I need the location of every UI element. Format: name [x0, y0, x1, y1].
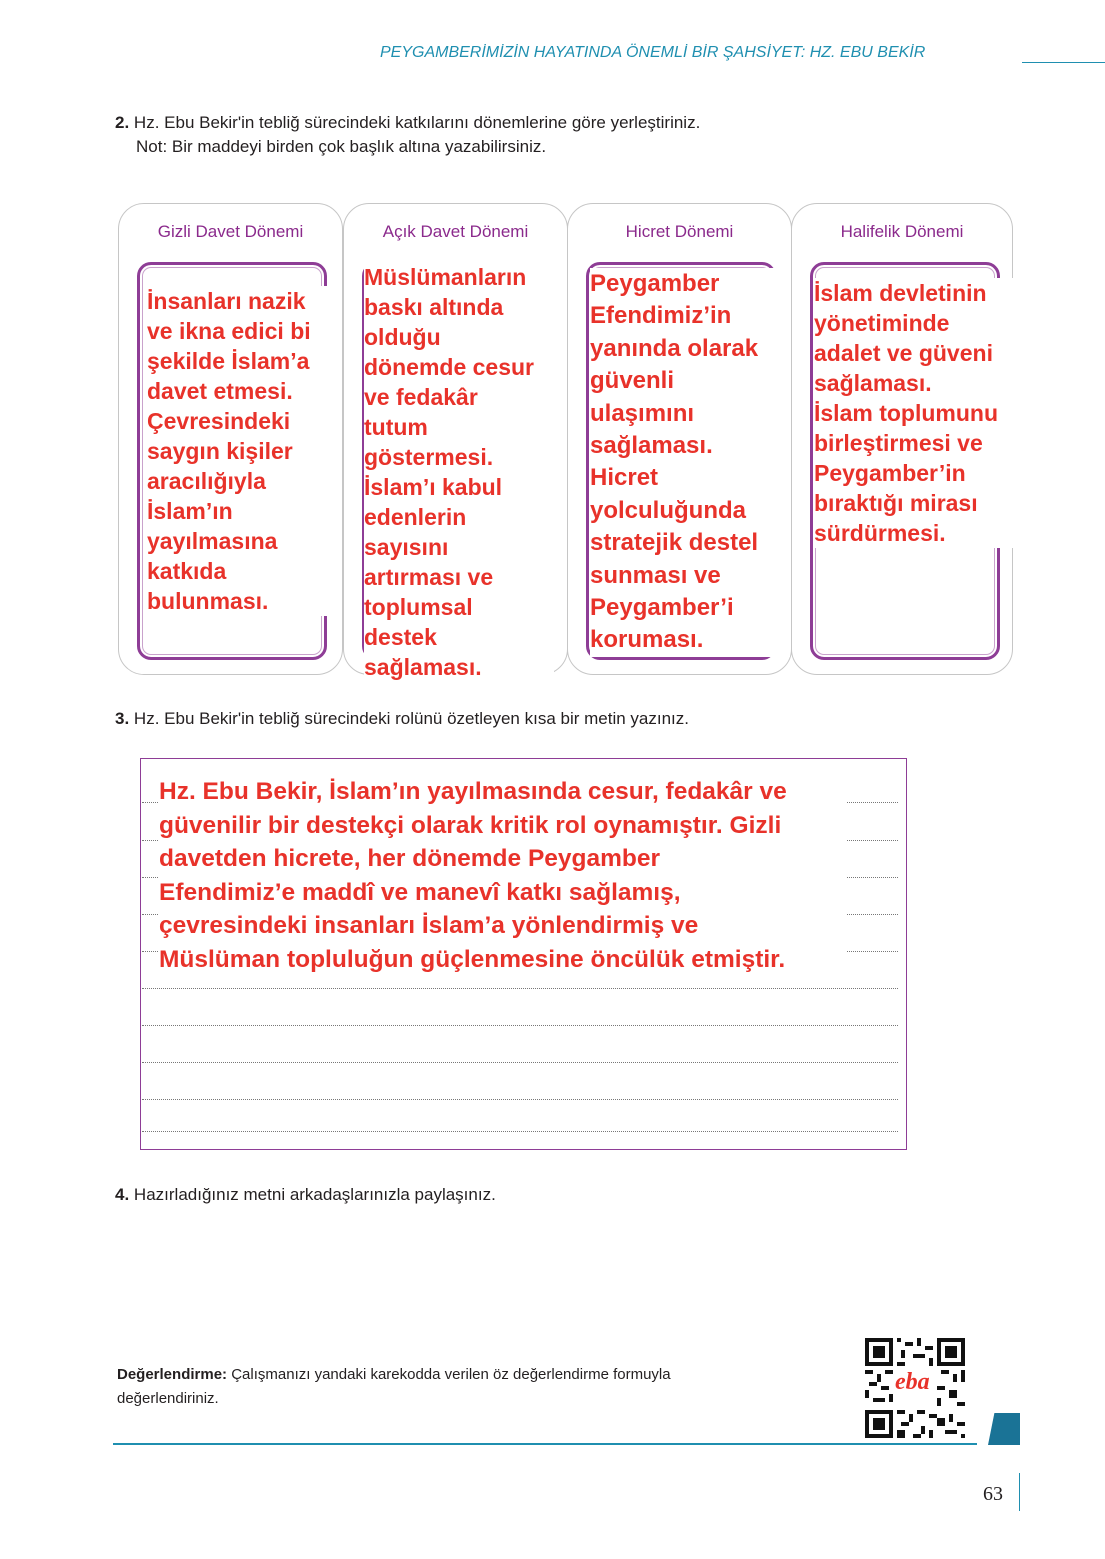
question-3-text: Hz. Ebu Bekir'in tebliğ sürecindeki rolünü özetleyen kısa bir metin yazınız.: [133, 709, 689, 728]
evaluation-label: Değerlendirme:: [117, 1366, 228, 1383]
question-3-number: 3.: [115, 709, 130, 728]
periods-table: [118, 203, 1013, 680]
writing-line: [142, 988, 898, 989]
writing-line: [142, 1099, 898, 1100]
question-4-text: Hazırladığınız metni arkadaşlarınızla paylaşınız.: [133, 1185, 496, 1204]
footer-rule: [113, 1443, 977, 1445]
writing-line: [142, 1062, 898, 1063]
question-2-note: Not: Bir maddeyi birden çok başlık altına yazabilirsiniz.: [136, 137, 547, 156]
page-number: 63: [983, 1483, 1003, 1505]
period-answer: Müslümanların baskı altında olduğu dönemde cesur ve fedakâr tutum göstermesi. İslam’ı kabul edenlerin sayısını artırması ve toplumsal destek sağlaması.: [364, 262, 554, 682]
running-header: PEYGAMBERİMİZİN HAYATINDA ÖNEMLİ BİR ŞAHSİYET: HZ. EBU BEKİR: [380, 44, 926, 61]
period-column-hijra: [567, 203, 792, 675]
evaluation-text-2: değerlendiriniz.: [117, 1390, 219, 1407]
page-number-rule: [1019, 1473, 1020, 1511]
eba-logo: eba: [895, 1369, 930, 1395]
question-4-number: 4.: [115, 1185, 130, 1204]
summary-answer-text: Hz. Ebu Bekir, İslam’ın yayılmasında cesur, fedakâr ve güvenilir bir destekçi olarak kritik rol oynamıştır. Gizli davetden hicrete, her dönemde Peygamber Efendimiz’e maddî ve manevî katkı sağlamış, çevresindeki insanları İslam’a yönlendirmiş ve Müslüman topluluğun güçlenmesine öncülük etmiştir.: [159, 775, 847, 976]
period-column-secret: [118, 203, 343, 675]
writing-line: [142, 1131, 898, 1132]
summary-answer-box: [140, 758, 907, 1150]
period-title: Hicret Dönemi: [625, 222, 734, 241]
question-2-text: Hz. Ebu Bekir'in tebliğ sürecindeki katkılarını dönemlerine göre yerleştiriniz.: [133, 113, 701, 132]
question-3: [115, 707, 689, 731]
question-4: [115, 1183, 496, 1207]
period-answer: İnsanları nazik ve ikna edici bi şekilde İslam’a davet etmesi. Çevresindeki saygın kişiler aracılığıyla İslam’ın yayılmasına katkıda bulunması.: [147, 286, 337, 616]
period-answer: İslam devletinin yönetiminde adalet ve güveni sağlaması. İslam toplumunu birleştirmesi ve Peygamber’in bıraktığı mirası sürdürmesi.: [814, 278, 1026, 548]
evaluation-note: [117, 1363, 671, 1411]
evaluation-text: Çalışmanızı yandaki karekodda verilen öz değerlendirme formuyla: [227, 1366, 671, 1383]
period-title: Halifelik Dönemi: [840, 222, 964, 241]
period-title: Açık Davet Dönemi: [382, 222, 529, 241]
header-rule: [1022, 62, 1105, 63]
question-2-number: 2.: [115, 113, 130, 132]
question-2: [115, 111, 700, 159]
writing-line: [142, 1025, 898, 1026]
footer-tab-decoration: [988, 1413, 1020, 1445]
period-column-open: [343, 203, 568, 680]
period-answer: Peygamber Efendimiz’in yanında olarak güvenli ulaşımını sağlaması. Hicret yolculuğunda stratejik destel sunması ve Peygamber’i koruması.: [590, 268, 790, 657]
period-title: Gizli Davet Dönemi: [157, 222, 304, 241]
period-column-caliphate: [791, 203, 1013, 675]
